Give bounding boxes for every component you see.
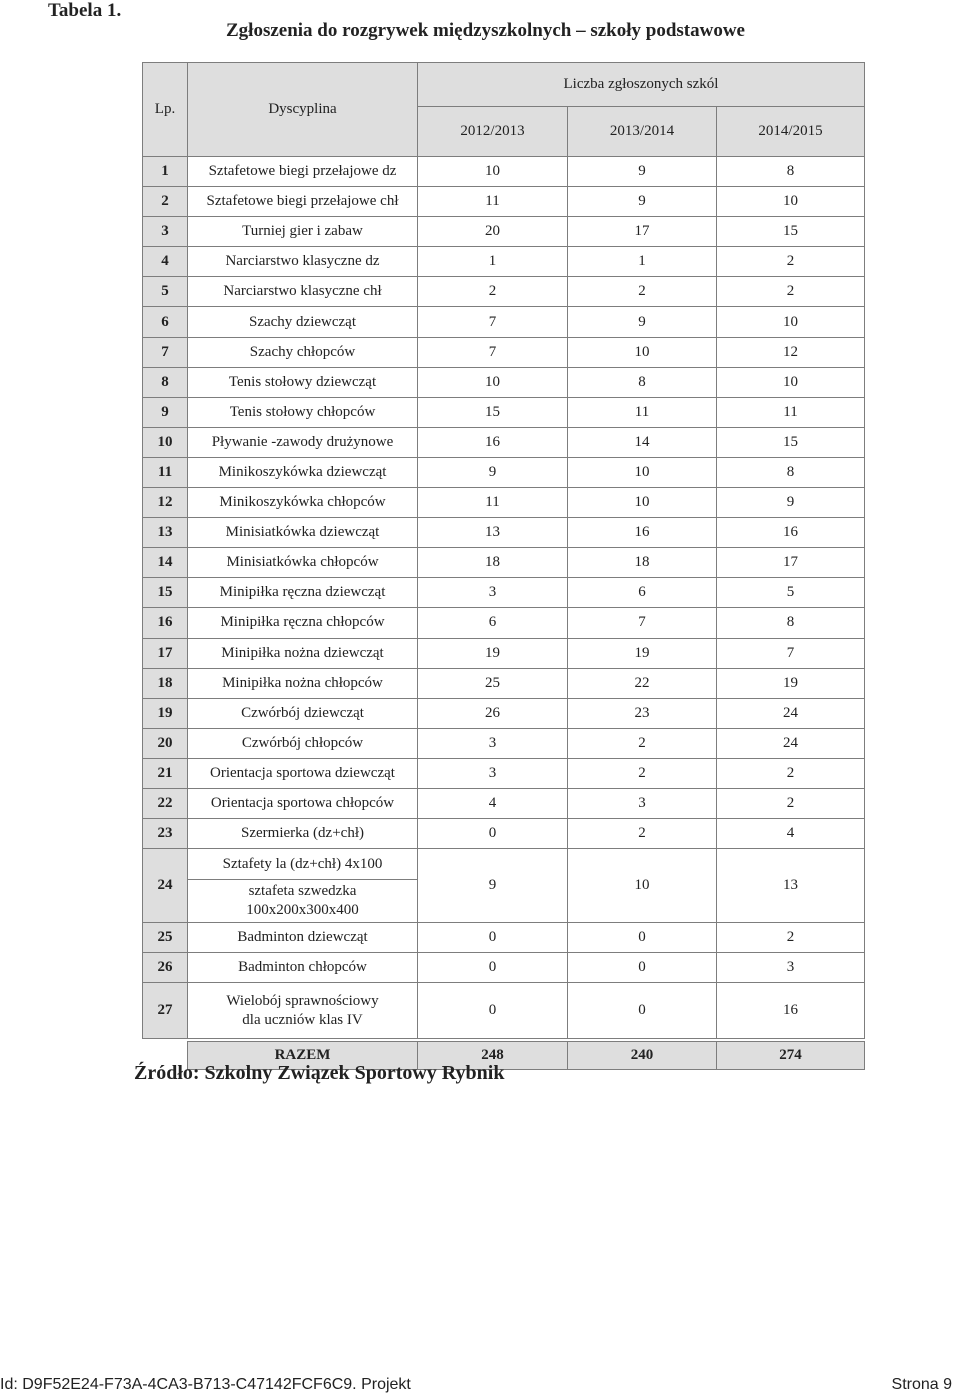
- value-2013-2014: 18: [568, 548, 717, 578]
- value-2013-2014: 7: [568, 608, 717, 638]
- row-number: 2: [143, 187, 188, 217]
- value-2013-2014: 0: [568, 953, 717, 983]
- value-2012-2013: 0: [418, 953, 568, 983]
- value-2012-2013: 1: [418, 247, 568, 277]
- discipline-name: Szermierka (dz+chł): [188, 819, 418, 849]
- value-2014-2015: 12: [717, 337, 865, 367]
- value-2013-2014: 23: [568, 698, 717, 728]
- discipline-name: Narciarstwo klasyczne chł: [188, 277, 418, 307]
- discipline-line-1: Wielobój sprawnościowy: [226, 992, 379, 1009]
- value-2012-2013: 18: [418, 548, 568, 578]
- value-2013-2014: 22: [568, 668, 717, 698]
- value-2013-2014: 9: [568, 307, 717, 337]
- value-2012-2013: 13: [418, 518, 568, 548]
- value-2014-2015: 4: [717, 819, 865, 849]
- header-year-2013: 2013/2014: [568, 107, 717, 157]
- value-2014-2015: 2: [717, 758, 865, 788]
- discipline-name: Czwórbój chłopców: [188, 728, 418, 758]
- discipline-name: [188, 849, 418, 923]
- value-2013-2014: 11: [568, 397, 717, 427]
- table-row: [143, 187, 865, 217]
- table-row: [143, 849, 865, 923]
- table-row: [143, 367, 865, 397]
- value-2013-2014: 19: [568, 638, 717, 668]
- value-2013-2014: 10: [568, 849, 717, 923]
- value-2012-2013: 9: [418, 457, 568, 487]
- discipline-line-1: Sztafety la (dz+chł) 4x100: [188, 849, 417, 880]
- value-2014-2015: 11: [717, 397, 865, 427]
- value-2014-2015: 16: [717, 983, 865, 1039]
- discipline-name: Pływanie -zawody drużynowe: [188, 427, 418, 457]
- value-2014-2015: 16: [717, 518, 865, 548]
- row-number: 20: [143, 728, 188, 758]
- value-2013-2014: 0: [568, 923, 717, 953]
- value-2014-2015: 2: [717, 788, 865, 818]
- value-2013-2014: 10: [568, 488, 717, 518]
- value-2013-2014: 17: [568, 217, 717, 247]
- row-number: 17: [143, 638, 188, 668]
- value-2014-2015: 19: [717, 668, 865, 698]
- value-2012-2013: 3: [418, 728, 568, 758]
- value-2014-2015: 5: [717, 578, 865, 608]
- table-row: [143, 668, 865, 698]
- value-2014-2015: 7: [717, 638, 865, 668]
- discipline-line-2b: 100x200x300x400: [246, 902, 359, 919]
- value-2013-2014: 2: [568, 819, 717, 849]
- value-2013-2014: 9: [568, 157, 717, 187]
- discipline-name: Badminton dziewcząt: [188, 923, 418, 953]
- discipline-name: Badminton chłopców: [188, 953, 418, 983]
- value-2014-2015: 8: [717, 457, 865, 487]
- header-row: [143, 63, 865, 107]
- discipline-name: Szachy dziewcząt: [188, 307, 418, 337]
- discipline-name: Sztafetowe biegi przełajowe chł: [188, 187, 418, 217]
- value-2012-2013: 0: [418, 819, 568, 849]
- discipline-name: Minipiłka ręczna chłopców: [188, 608, 418, 638]
- row-number: 24: [143, 849, 188, 923]
- value-2014-2015: 3: [717, 953, 865, 983]
- table-row: [143, 819, 865, 849]
- row-number: 6: [143, 307, 188, 337]
- discipline-name: Tenis stołowy dziewcząt: [188, 367, 418, 397]
- row-number: 3: [143, 217, 188, 247]
- table-row: [143, 518, 865, 548]
- row-number: 21: [143, 758, 188, 788]
- discipline-name: Szachy chłopców: [188, 337, 418, 367]
- value-2012-2013: 11: [418, 187, 568, 217]
- value-2012-2013: 4: [418, 788, 568, 818]
- table-row: [143, 758, 865, 788]
- row-number: 12: [143, 488, 188, 518]
- row-number: 13: [143, 518, 188, 548]
- value-2012-2013: 20: [418, 217, 568, 247]
- header-lp: Lp.: [143, 63, 188, 157]
- table-number-label: Tabela 1.: [48, 0, 122, 21]
- discipline-name: [188, 983, 418, 1039]
- discipline-name: Minipiłka nożna chłopców: [188, 668, 418, 698]
- discipline-name: Minikoszykówka chłopców: [188, 488, 418, 518]
- value-2013-2014: 2: [568, 728, 717, 758]
- table-row: [143, 788, 865, 818]
- table-row: [143, 337, 865, 367]
- row-number: 7: [143, 337, 188, 367]
- discipline-line-2a: sztafeta szwedzka: [248, 883, 357, 900]
- value-2012-2013: 25: [418, 668, 568, 698]
- discipline-line-2: [188, 882, 417, 922]
- value-2014-2015: 9: [717, 488, 865, 518]
- value-2012-2013: 0: [418, 923, 568, 953]
- value-2012-2013: 26: [418, 698, 568, 728]
- row-number: 16: [143, 608, 188, 638]
- discipline-name: Turniej gier i zabaw: [188, 217, 418, 247]
- table-row: [143, 397, 865, 427]
- value-2012-2013: 3: [418, 758, 568, 788]
- header-year-2014: 2014/2015: [717, 107, 865, 157]
- value-2013-2014: 10: [568, 457, 717, 487]
- value-2013-2014: 1: [568, 247, 717, 277]
- total-label: RAZEM: [188, 1042, 418, 1070]
- page-title: Zgłoszenia do rozgrywek międzyszkolnych – szkoły podstawowe: [226, 20, 745, 41]
- value-2013-2014: 0: [568, 983, 717, 1039]
- value-2014-2015: 24: [717, 728, 865, 758]
- row-number: 4: [143, 247, 188, 277]
- value-2014-2015: 2: [717, 277, 865, 307]
- total-2012-2013: 248: [418, 1042, 568, 1070]
- source-note: Źródło: Szkolny Związek Sportowy Rybnik: [134, 1062, 505, 1084]
- value-2012-2013: 9: [418, 849, 568, 923]
- discipline-name: Minipiłka ręczna dziewcząt: [188, 578, 418, 608]
- table-row: [143, 157, 865, 187]
- value-2013-2014: 3: [568, 788, 717, 818]
- discipline-name: Czwórbój dziewcząt: [188, 698, 418, 728]
- row-number: 9: [143, 397, 188, 427]
- row-number: 27: [143, 983, 188, 1039]
- table-row: [143, 698, 865, 728]
- table-row: [143, 488, 865, 518]
- discipline-name: Sztafetowe biegi przełajowe dz: [188, 157, 418, 187]
- table-row: [143, 953, 865, 983]
- table-row: [143, 277, 865, 307]
- value-2012-2013: 2: [418, 277, 568, 307]
- discipline-name: Minipiłka nożna dziewcząt: [188, 638, 418, 668]
- table-row: [143, 427, 865, 457]
- row-number: 8: [143, 367, 188, 397]
- header-year-2012: 2012/2013: [418, 107, 568, 157]
- table-row: [143, 608, 865, 638]
- row-number: 5: [143, 277, 188, 307]
- value-2012-2013: 7: [418, 337, 568, 367]
- value-2012-2013: 16: [418, 427, 568, 457]
- value-2014-2015: 10: [717, 307, 865, 337]
- total-2014-2015: 274: [717, 1042, 865, 1070]
- footer-document-id: Id: D9F52E24-F73A-4CA3-B713-C47142FCF6C9. Projekt: [0, 1376, 411, 1393]
- value-2014-2015: 10: [717, 367, 865, 397]
- value-2014-2015: 8: [717, 157, 865, 187]
- row-number: 1: [143, 157, 188, 187]
- value-2014-2015: 15: [717, 217, 865, 247]
- total-2013-2014: 240: [568, 1042, 717, 1070]
- table-row: [143, 578, 865, 608]
- row-number: 15: [143, 578, 188, 608]
- value-2012-2013: 0: [418, 983, 568, 1039]
- discipline-name: Minisiatkówka chłopców: [188, 548, 418, 578]
- table-row: [143, 457, 865, 487]
- discipline-name: Minisiatkówka dziewcząt: [188, 518, 418, 548]
- table-body: [143, 63, 865, 1070]
- value-2013-2014: 14: [568, 427, 717, 457]
- table-row: [143, 638, 865, 668]
- discipline-name: Narciarstwo klasyczne dz: [188, 247, 418, 277]
- header-discipline: Dyscyplina: [188, 63, 418, 157]
- value-2013-2014: 2: [568, 277, 717, 307]
- table-row: [143, 728, 865, 758]
- value-2014-2015: 8: [717, 608, 865, 638]
- value-2012-2013: 6: [418, 608, 568, 638]
- table-row: [143, 983, 865, 1039]
- table-row: [143, 217, 865, 247]
- footer-page-number: Strona 9: [891, 1376, 952, 1393]
- discipline-name: Tenis stołowy chłopców: [188, 397, 418, 427]
- value-2013-2014: 6: [568, 578, 717, 608]
- value-2014-2015: 2: [717, 247, 865, 277]
- entries-table: [142, 62, 865, 1070]
- value-2012-2013: 3: [418, 578, 568, 608]
- value-2013-2014: 8: [568, 367, 717, 397]
- discipline-name: Minikoszykówka dziewcząt: [188, 457, 418, 487]
- discipline-name: Orientacja sportowa chłopców: [188, 788, 418, 818]
- value-2014-2015: 17: [717, 548, 865, 578]
- value-2012-2013: 10: [418, 367, 568, 397]
- value-2014-2015: 2: [717, 923, 865, 953]
- value-2014-2015: 10: [717, 187, 865, 217]
- value-2014-2015: 24: [717, 698, 865, 728]
- value-2012-2013: 15: [418, 397, 568, 427]
- row-number: 11: [143, 457, 188, 487]
- value-2012-2013: 10: [418, 157, 568, 187]
- discipline-line-2: dla uczniów klas IV: [242, 1011, 363, 1028]
- row-number: 19: [143, 698, 188, 728]
- header-group: Liczba zgłoszonych szkól: [418, 63, 865, 107]
- value-2014-2015: 15: [717, 427, 865, 457]
- table-row: [143, 923, 865, 953]
- row-number: 10: [143, 427, 188, 457]
- value-2013-2014: 16: [568, 518, 717, 548]
- row-number: 14: [143, 548, 188, 578]
- row-number: 23: [143, 819, 188, 849]
- row-number: 25: [143, 923, 188, 953]
- value-2012-2013: 11: [418, 488, 568, 518]
- row-number: 18: [143, 668, 188, 698]
- value-2014-2015: 13: [717, 849, 865, 923]
- value-2012-2013: 7: [418, 307, 568, 337]
- value-2013-2014: 10: [568, 337, 717, 367]
- value-2013-2014: 9: [568, 187, 717, 217]
- table-row: [143, 548, 865, 578]
- table-row: [143, 307, 865, 337]
- discipline-name: Orientacja sportowa dziewcząt: [188, 758, 418, 788]
- value-2012-2013: 19: [418, 638, 568, 668]
- value-2013-2014: 2: [568, 758, 717, 788]
- row-number: 26: [143, 953, 188, 983]
- table-row: [143, 247, 865, 277]
- row-number: 22: [143, 788, 188, 818]
